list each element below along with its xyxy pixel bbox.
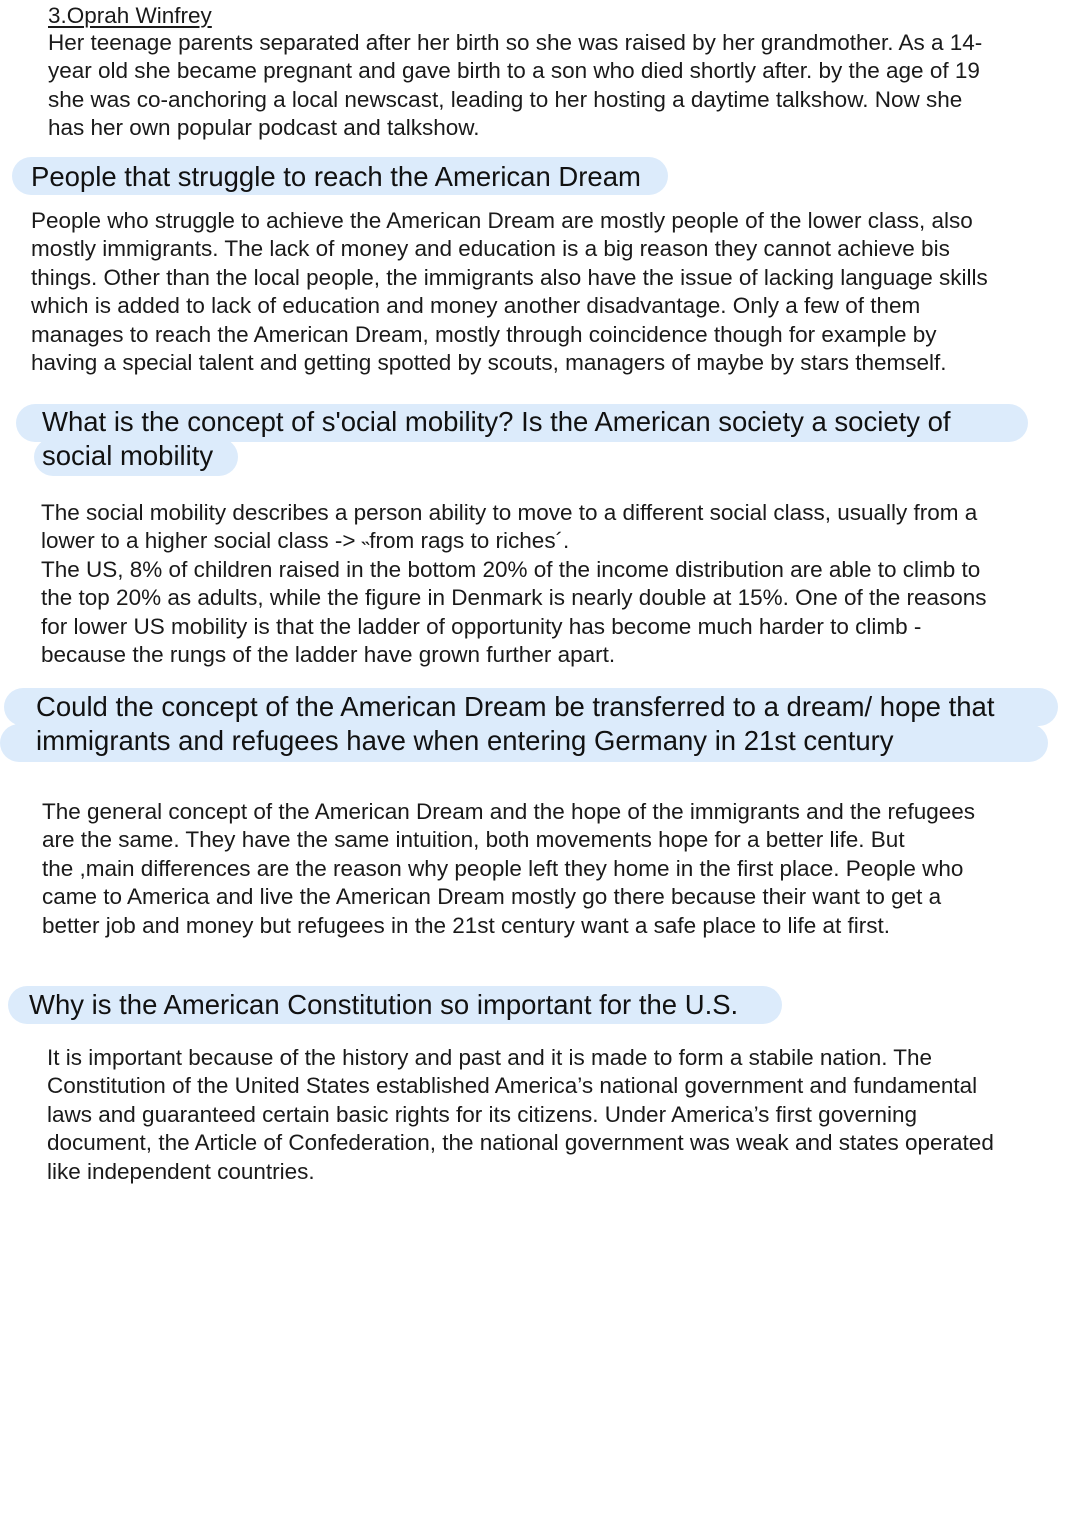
oprah-subtitle: 3.Oprah Winfrey xyxy=(48,3,212,28)
oprah-section xyxy=(48,3,212,29)
constitution-heading: Why is the American Constitution so important for the U.S. xyxy=(29,989,739,1020)
germany-paragraph: The general concept of the American Dream and the hope of the immigrants and the refugees are the same. They have the same intuition, both movements hope for a better life. But the ,main differences are the reason why people left they home in the first place. People who came to America and live the American Dream mostly go there because their want to get a better job and money but refugees in the 21st century want a safe place to life at first. xyxy=(42,799,976,938)
struggle-heading: People that struggle to reach the American Dream xyxy=(31,161,641,192)
oprah-paragraph: Her teenage parents separated after her birth so she was raised by her grandmother. As a 14- year old she became pregnant and gave birth to a son who died shortly after. by the age of 19 she was co-anchoring a local newscast, leading to her hosting a daytime talkshow. Now she has her own popular podcast and talkshow. xyxy=(48,30,983,141)
struggle-paragraph: People who struggle to achieve the American Dream are mostly people of the lower class, also mostly immigrants. The lack of money and education is a big reason they cannot achieve bis things. Other than the local people, the immigrants also have the issue of lacking language skills which is added to lack of education and money another disadvantage. Only a few of them manages to reach the American Dream, mostly through coincidence though for example by having a special talent and getting spotted by scouts, managers of maybe by stars themself. xyxy=(31,208,988,376)
constitution-paragraph: It is important because of the history and past and it is made to form a stabile nation. The Constitution of the United States established America’s national government and fundamental laws and guaranteed certain basic rights for its citizens. Under America’s first governing document, the Article of Confederation, the national government was weak and states operated like independent countries. xyxy=(47,1045,994,1184)
germany-heading: Could the concept of the American Dream be transferred to a dream/ hope that immigrants and refugees have when entering Germany in 21st century xyxy=(36,691,995,756)
mobility-heading: What is the concept of s'ocial mobility? Is the American society a society of social mobility xyxy=(42,406,951,471)
mobility-paragraph: The social mobility describes a person ability to move to a different social class, usually from a lower to a higher social class -> ˵from rags to riches´. The US, 8% of children raised in the bottom 20% of the income distribution are able to climb to the top 20% as adults, while the figure in Denmark is nearly double at 15%. One of the reasons for lower US mobility is that the ladder of opportunity has become much harder to climb - because the rungs of the ladder have grown further apart. xyxy=(41,500,987,668)
